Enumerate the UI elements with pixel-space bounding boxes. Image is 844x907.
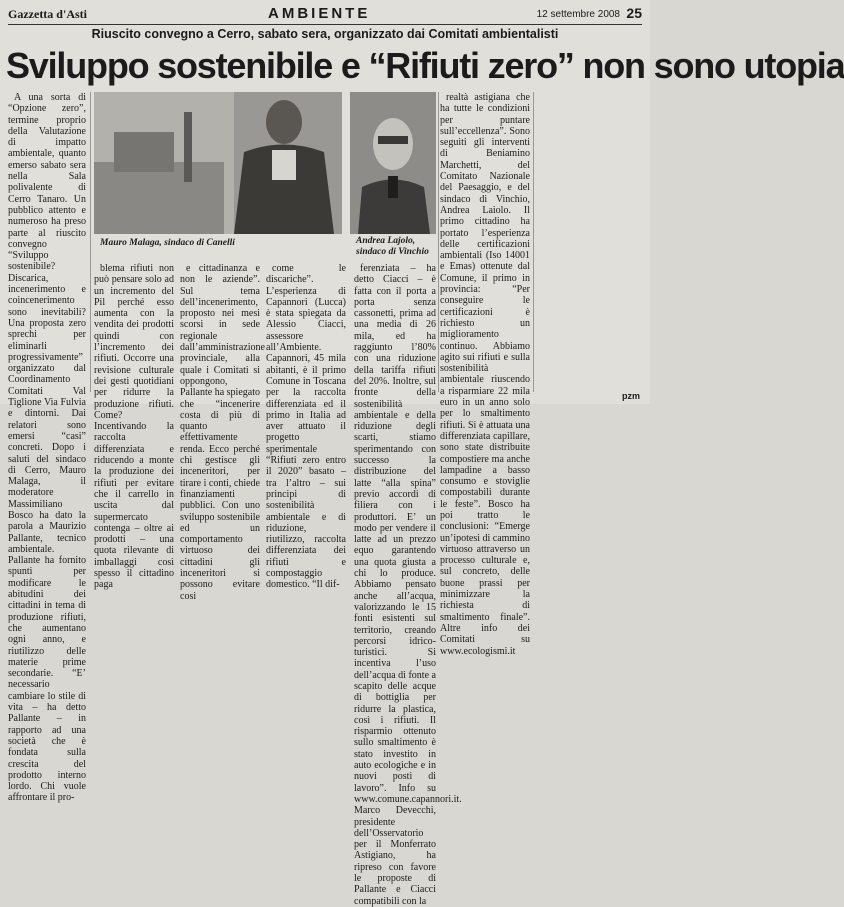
article-kicker: Riuscito convegno a Cerro, sabato sera, organizzato dai Comitati ambientalisti: [91, 27, 559, 41]
photo-mauro-malaga: [94, 92, 342, 234]
article-column-6: realtà astigiana che ha tutte le condizioni per puntare sull’eccellenza”. Sono seguiti gli interventi di Beniamino Marchetti, del Comitato Nazionale del Paesaggio, e del sindaco di Vinchio, Andrea Laiolo. Il primo cittadino ha portato l’esperienza delle certificazioni ambientali (Iso 14001 e Emas) ottenute dal Comune, il primo in provincia: “Per conseguire le certificazioni è richiesto un miglioramento continuo. Abbiamo agito sui rifiuti e sulla sostenibilità ambientale riuscendo a risparmiare 22 mila euro in un anno solo per lo smaltimento rifiuti. Si è attuata una differenziata capillare, sono state distribuite compostiere ma anche lampadine a basso consumo e stoviglie compostabili durante le feste”. Bosco ha poi tratto le conclusioni: “Emerge un’ipotesi di cammino virtuoso attraverso un processo culturale e, sul concreto, delle buone prassi per minimizzare la richiesta di smaltimento finale”. Altre info dei Comitati su www.ecologismi.it: [440, 92, 530, 657]
column-rule: [533, 92, 534, 392]
section-title: AMBIENTE: [268, 5, 371, 22]
caption-photo-2: Andrea Lajolo, sindaco di Vinchio: [356, 236, 429, 257]
article-column-3: e cittadinanza e non le aziende”. Sul tema dell’incenerimento, proposto nei mesi scorsi in sede regionale dall’amministrazione provinciale, alla quale i Comitati si oppongono, Pallante ha spiegato che “incenerire costa di più di quanto effettivamente renda. Ecco perché chi gestisce gli inceneritori, per tirare i conti, chiede finanziamenti pubblici. Con uno sviluppo sostenibile ed un comportamento virtuoso dei cittadini gli inceneritori si possono evitare così: [180, 263, 265, 602]
column-rule: [90, 92, 91, 392]
photo-andrea-lajolo: [350, 92, 436, 234]
article-column-1: A una sorta di “Opzione zero”, termine proprio della Valutazione di impatto ambientale, quanto emerso sabato sera nella Sala polivalente di Cerro Tanaro. Un pubblico attento e numeroso ha preso parte al riuscito convegno “Sviluppo sostenibile? Discarica, incenerimento e coincenerimento sono inevitabili? Una proposta zero sprechi per eliminarli progressivamente” organizzato dal Coordinamento Comitati Val Tiglione Via Fulvia e dintorni. Dai relatori sono emersi “casi” concreti. Dopo i saluti del sindaco di Cerro, Mauro Malaga, il moderatore Massimiliano Bosco ha dato la parola a Maurizio Pallante, tecnico ambientale. Pallante ha fornito spunti per modificare le abitudini dei cittadini in tema di produzione rifiuti, che aumentano ogni anno, e riutilizzo delle materie prime secondarie. “E’ necessario cambiare lo stile di vita – ha detto Pallante – in rapporto ad una società che è fondata sulla crescita del prodotto interno lordo. Chi vuole affrontare il pro-: [8, 92, 86, 804]
article-column-2: blema rifiuti non può pensare solo ad un incremento del Pil perché esso aumenta con la vendita dei prodotti quindi con l’incremento dei rifiuti. Occorre una revisione culturale dei gesti quotidiani per ridurre la produzione rifiuti. Come? Incentivando la raccolta differenziata e riducendo a monte la produzione dei rifiuti per evitare che il carrello in uscita dal supermercato contenga – oltre ai prodotti – una quota rilevante di imballaggi così spesso il cittadino paga: [94, 263, 174, 591]
masthead: [8, 6, 642, 25]
article-headline: Sviluppo sostenibile e “Rifiuti zero” non sono utopia: [6, 45, 844, 86]
column-rule: [438, 92, 439, 392]
article-column-5: ferenziata – ha detto Ciacci – è fatta con il porta a porta senza cassonetti, prima ad una media di 26 mila, ed ha raggiunto l’80% con una riduzione della tariffa rifiuti del 20%. Inoltre, sul fronte della sostenibilità ambientale e della riduzione degli scarti, stiamo sperimentando con successo la distribuzione del latte “alla spina” previo accordi di filiera con i produttori. E’ un modo per vendere il latte ad un prezzo equo garantendo una quota giusta a chi lo produce. Abbiamo pensato anche all’acqua, valorizzando le 15 fonti esistenti sul territorio, creando percorsi idrico-turistici. Si incentiva l’uso dell’acqua di fonte a scapito delle acque di bottiglia per ridurre la plastica, così i rifiuti. Il risparmio ottenuto sullo smaltimento è stato investito in auto ecologiche e in nuovi posti di lavoro”. Info su www.comune.capannori.it. Marco Devecchi, presidente dell’Osservatorio per il Monferrato Astigiano, ha ripreso con favore le proposte di Pallante e Ciacci compatibili con la: [354, 263, 462, 907]
page-number: 25: [626, 5, 642, 21]
author-signature: pzm: [622, 391, 640, 401]
caption-photo-1: Mauro Malaga, sindaco di Canelli: [100, 238, 235, 248]
newspaper-name: Gazzetta d'Asti: [8, 7, 87, 21]
issue-date: 12 settembre 2008: [536, 9, 620, 20]
article-column-4: come le discariche”. L’esperienza di Capannori (Lucca) è stata spiegata da Alessio Ciacci, assessore all’Ambiente. Capannori, 45 mila abitanti, è il primo Comune in Toscana per la raccolta differenziata ed il primo in Italia ad aver attuato il progetto sperimentale “Rifiuti zero entro il 2020” basato – tra l’altro – sui principi di sostenibilità ambientale e di riduzione, riutilizzo, raccolta differenziata dei rifiuti e compostaggio domestico. “Il dif-: [266, 263, 346, 591]
